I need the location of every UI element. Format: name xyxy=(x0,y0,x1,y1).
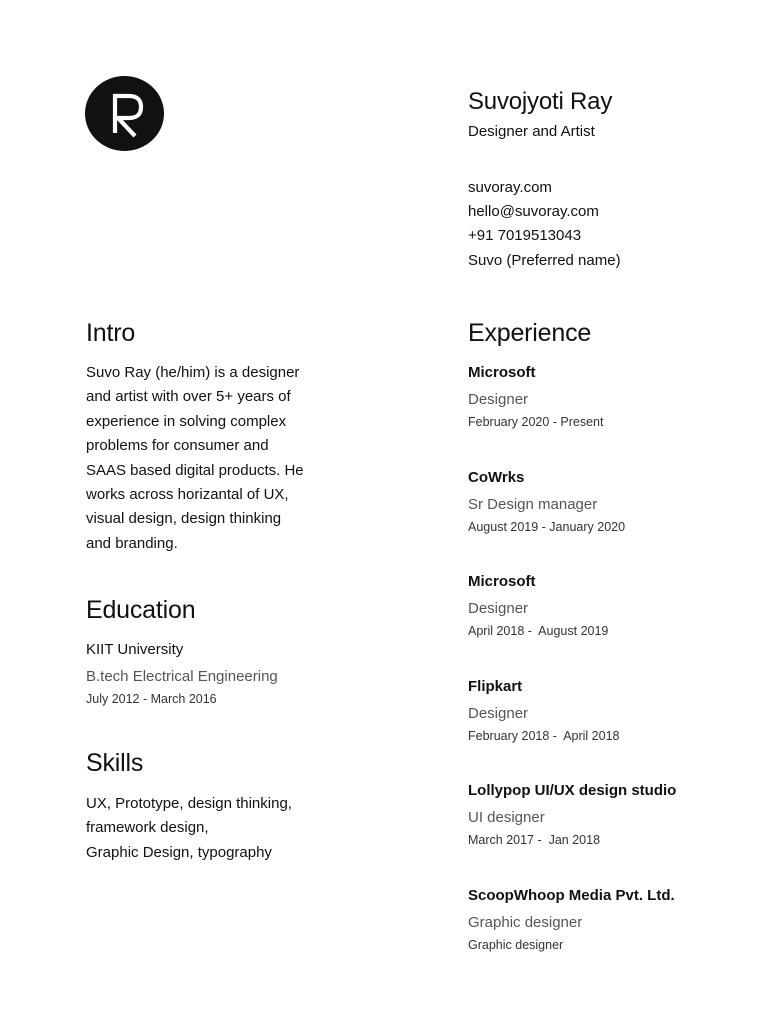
job-company: Lollypop UI/UX design studio xyxy=(468,782,677,799)
intro-line: and artist with over 5+ years of xyxy=(86,388,291,406)
job-company: Microsoft xyxy=(468,364,536,381)
person-name: Suvojyoti Ray xyxy=(468,88,613,115)
intro-line: SAAS based digital products. He xyxy=(86,461,304,479)
intro-line: and branding. xyxy=(86,534,178,552)
intro-line: Suvo Ray (he/him) is a designer xyxy=(86,364,300,381)
r-letter-icon xyxy=(85,76,164,151)
skills-line: UX, Prototype, design thinking, xyxy=(86,795,292,812)
job-dates: August 2019 - January 2020 xyxy=(468,520,626,534)
job-company: CoWrks xyxy=(468,469,525,486)
skills-line: framework design, xyxy=(86,819,209,837)
intro-line: problems for consumer and xyxy=(86,437,269,455)
skills-title: Skills xyxy=(86,749,144,777)
job-dates: Graphic designer xyxy=(468,938,564,952)
website-link[interactable]: suvoray.com xyxy=(468,179,552,196)
skills-list xyxy=(86,792,331,865)
job-dates: February 2020 - Present xyxy=(468,415,604,429)
intro-paragraph xyxy=(86,361,331,556)
job-company: Flipkart xyxy=(468,678,523,695)
education-degree: B.tech Electrical Engineering xyxy=(86,668,278,685)
education-title: Education xyxy=(86,596,196,624)
person-tagline: Designer and Artist xyxy=(468,123,595,140)
intro-line: works across horizantal of UX, xyxy=(86,486,289,504)
job-dates: March 2017 - Jan 2018 xyxy=(468,833,601,847)
job-role: Designer xyxy=(468,391,529,408)
preferred-name: Suvo (Preferred name) xyxy=(468,252,621,269)
job-role: Designer xyxy=(468,600,529,617)
intro-line: visual design, design thinking xyxy=(86,510,282,528)
job-dates: April 2018 - August 2019 xyxy=(468,624,609,638)
experience-title: Experience xyxy=(468,319,592,347)
intro-line: experience in solving complex xyxy=(86,412,287,430)
job-dates: February 2018 - April 2018 xyxy=(468,729,620,743)
job-company: Microsoft xyxy=(468,573,536,590)
monogram-logo-icon xyxy=(85,76,164,151)
intro-title: Intro xyxy=(86,319,136,347)
job-role: Sr Design manager xyxy=(468,496,598,513)
education-school: KIIT University xyxy=(86,641,184,658)
skills-line: Graphic Design, typography xyxy=(86,843,272,861)
phone-number: +91 7019513043 xyxy=(468,227,582,244)
job-role: Graphic designer xyxy=(468,914,583,931)
email-link[interactable]: hello@suvoray.com xyxy=(468,203,599,220)
job-company: ScoopWhoop Media Pvt. Ltd. xyxy=(468,887,675,904)
job-role: UI designer xyxy=(468,809,545,826)
education-dates: July 2012 - March 2016 xyxy=(86,692,217,706)
job-role: Designer xyxy=(468,705,529,722)
